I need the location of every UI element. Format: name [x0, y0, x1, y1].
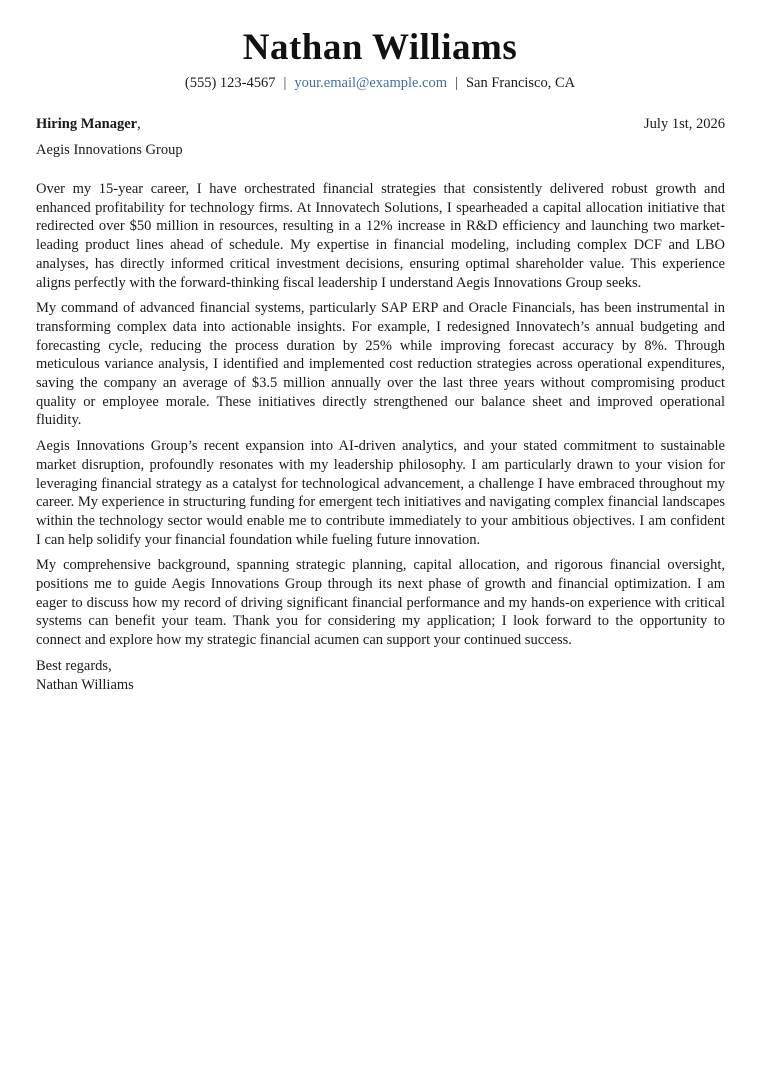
applicant-name: Nathan Williams [242, 27, 518, 68]
contact-separator: | [283, 75, 287, 91]
location: San Francisco, CA [465, 75, 576, 91]
recipient-suffix: , [137, 116, 141, 132]
paragraph: My comprehensive background, spanning strategic planning, capital allocation, and rigorous financial oversight, positions me to guide Aegis Innovations Group through its next phase of growth and financial optimization. I am eager to discuss how my record of driving significant financial performance and my hands-on experience with critical systems can benefit your team. Thank you for considering my application; I look forward to the opportunity to connect and explore how my strategic financial acumen can support your continued success. [36, 557, 725, 649]
greeting-row [36, 114, 725, 134]
recipient [36, 114, 141, 134]
contact-separator: | [455, 75, 458, 91]
letter-date: July 1st, 2026 [644, 116, 725, 132]
closing-line: Best regards, [36, 657, 112, 674]
email-link[interactable]: your.email@example.com [294, 75, 448, 91]
recipient-name: Hiring Manager [36, 116, 138, 132]
closing-block [36, 657, 725, 694]
paragraph: My command of advanced financial systems, particularly SAP ERP and Oracle Financials, has been instrumental in transforming complex data into actionable insights. For example, I redesigned Innovatech’s annual budgeting and forecasting cycle, reducing the process duration by 25% while improving forecast accuracy by 8%. Through meticulous variance analysis, I identified and implemented cost reduction strategies across operational expenditures, saving the company an average of $3.5 million annually over the last three years without compromising product quality or employee morale. These initiatives directly strengthened our balance sheet and improved operational fluidity. [36, 300, 725, 429]
contact-line [0, 73, 760, 93]
phone-number: (555) 123-4567 [184, 75, 276, 91]
paragraph: Aegis Innovations Group’s recent expansion into AI-driven analytics, and your stated commitment to sustainable market disruption, profoundly resonates with my leadership philosophy. I am particularly drawn to your vision for leveraging financial strategy as a catalyst for technological advancement, a challenge I have embraced throughout my career. My experience in structuring funding for emergent tech initiatives and navigating complex financial landscapes within the technology sector would enable me to contribute immediately to your ambitious objectives. I am confident I can help solidify your financial foundation while fueling future innovation. [36, 438, 725, 548]
signature: Nathan Williams [36, 676, 134, 693]
company-name: Aegis Innovations Group [36, 142, 183, 158]
letter-body [36, 180, 725, 694]
paragraph: Over my 15-year career, I have orchestrated financial strategies that consistently delivered robust growth and enhanced profitability for technology firms. At Innovatech Solutions, I spearheaded a capital allocation initiative that redirected over $50 million in resources, resulting in a 12% increase in R&D efficiency and launching two market-leading product lines ahead of schedule. My expertise in financial modeling, including complex DCF and LBO analyses, has directly informed critical investment decisions, ensuring optimal shareholder value. This experience aligns perfectly with the forward-thinking fiscal leadership I understand Aegis Innovations Group seeks. [36, 181, 725, 291]
